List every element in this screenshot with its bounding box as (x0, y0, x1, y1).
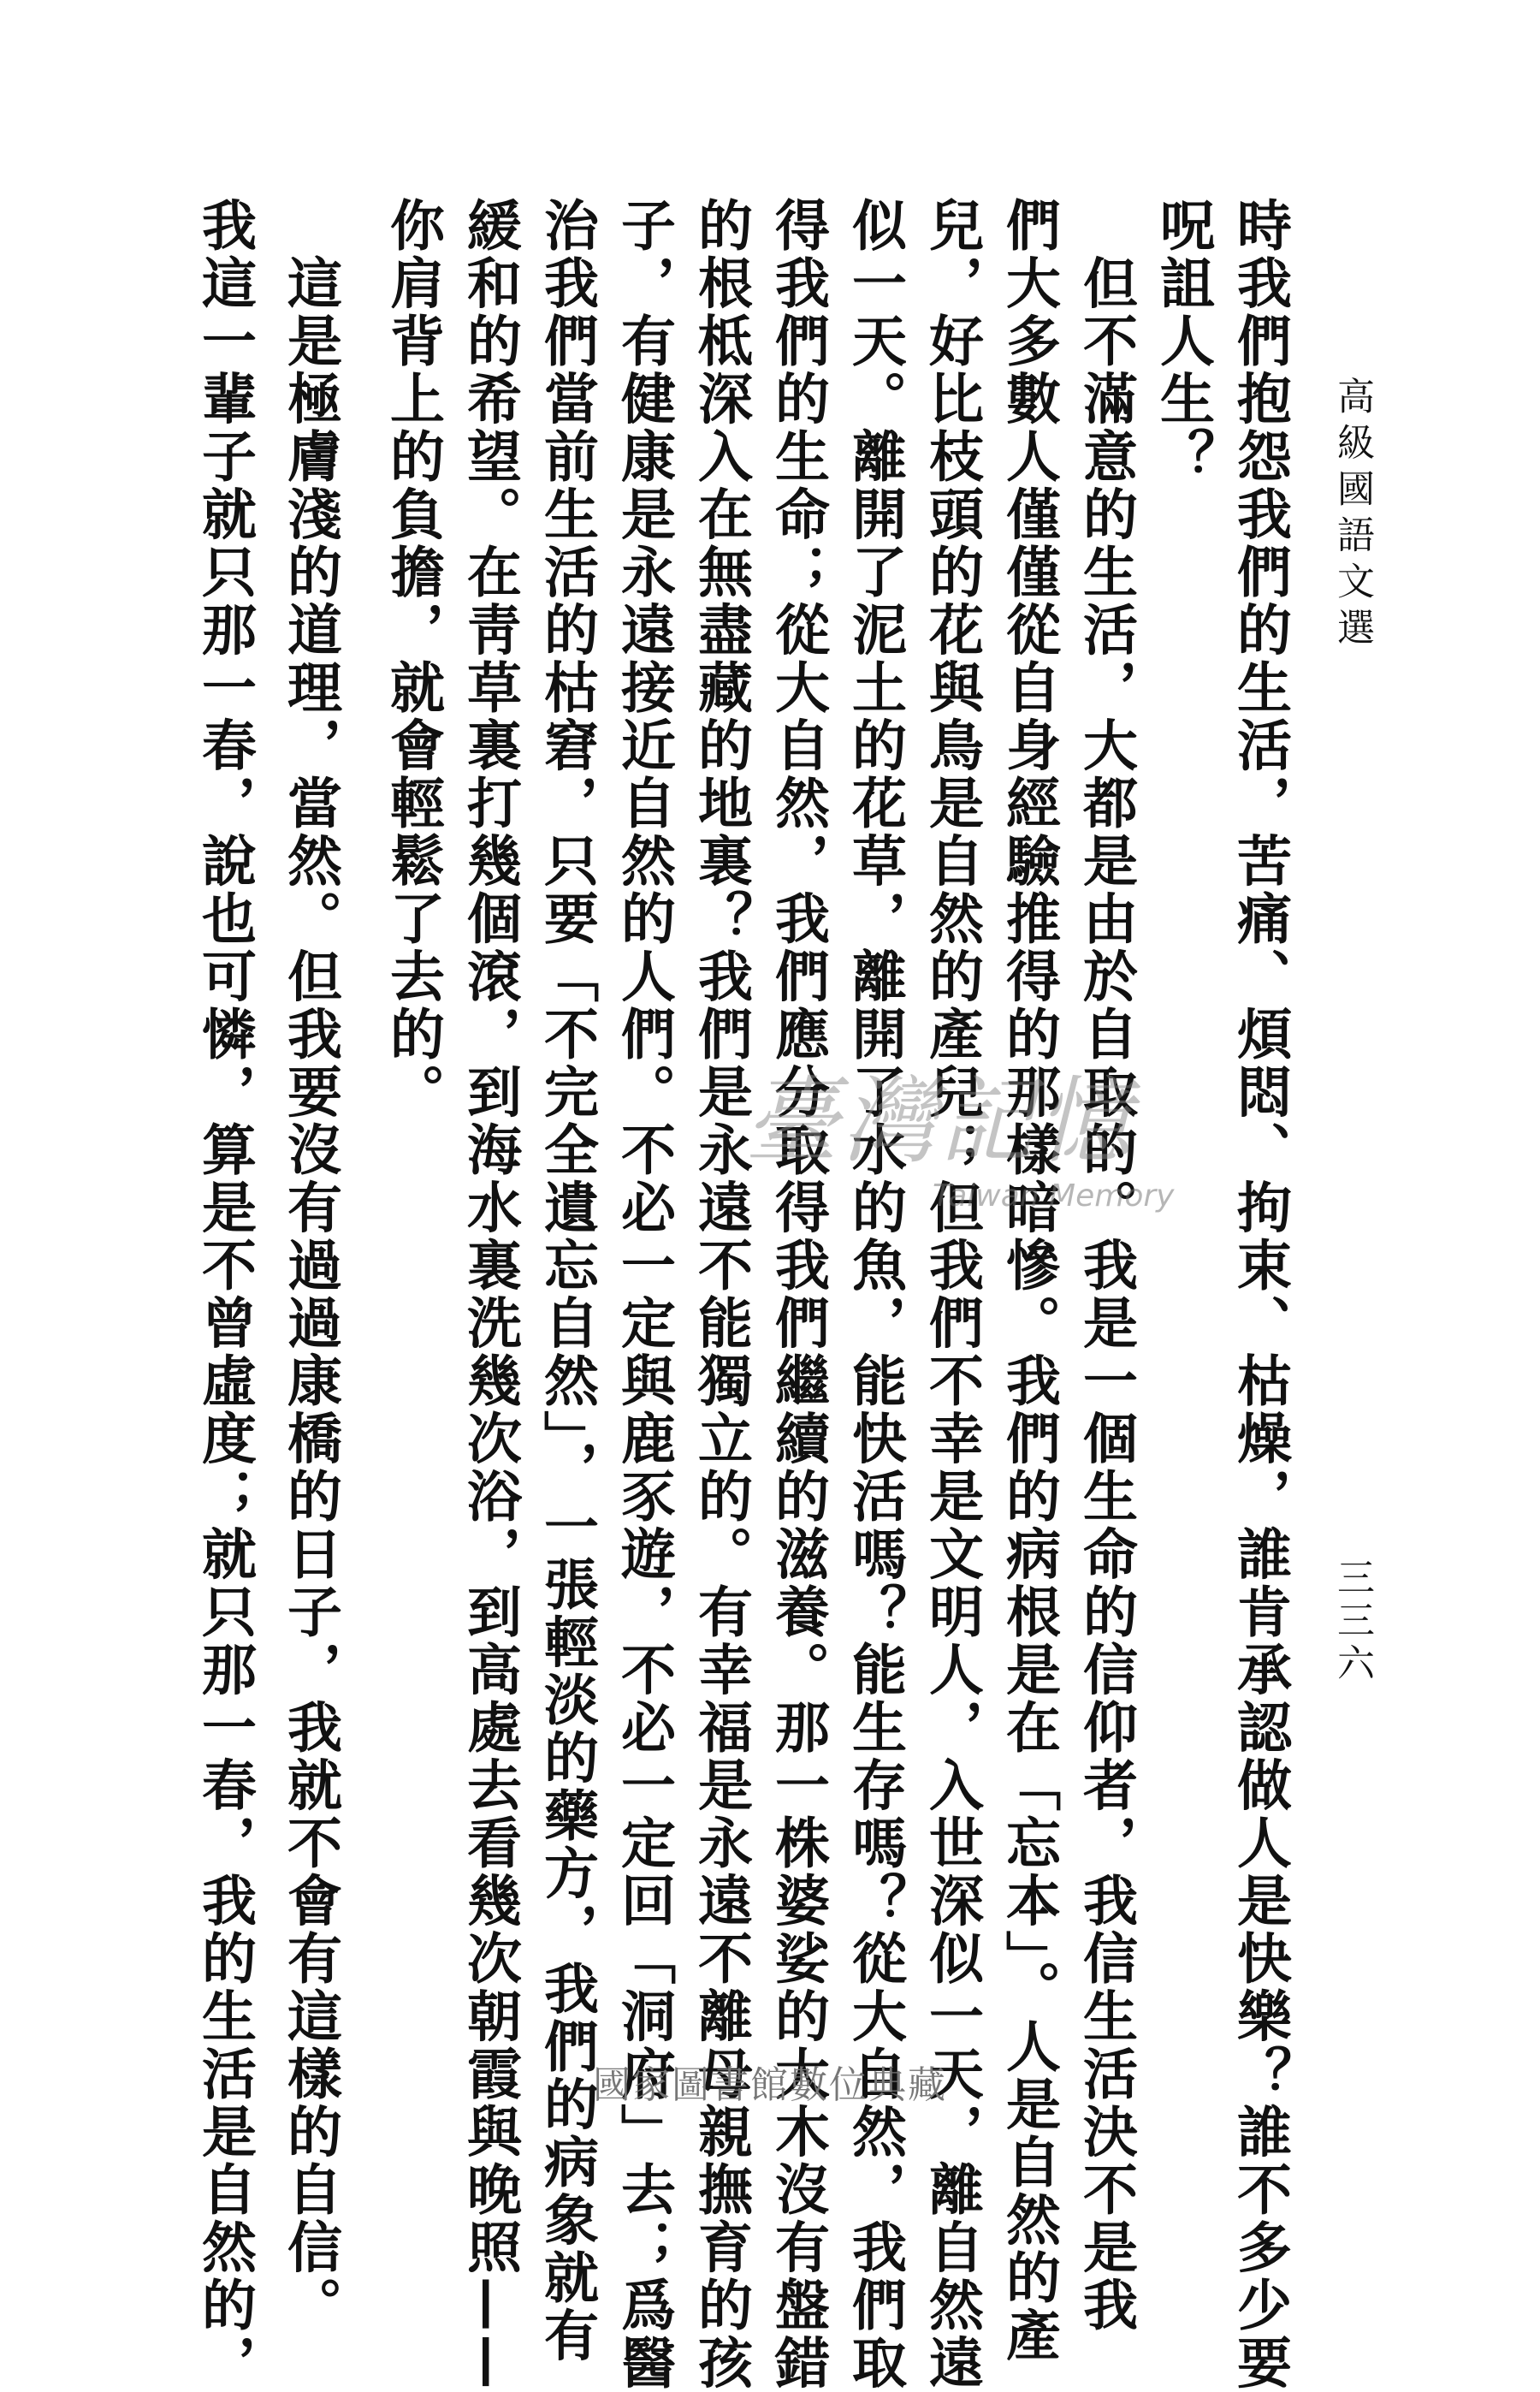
text-column: 兒，好比枝頭的花與鳥是自然的產兒；但我們不幸是文明人，入世深似一天，離自然遠 (920, 197, 984, 2392)
page-number: 三三六 (1330, 1558, 1374, 1686)
text-column: 你肩背上的負擔，就會輕鬆了去的。 (381, 197, 445, 1121)
text-column: 時我們抱怨我們的生活，苦痛、煩悶、拘束、枯燥，誰肯承認做人是快樂？誰不多少要 (1228, 197, 1292, 2392)
text-column: 治我們當前生活的枯窘，只要「不完全遺忘自然」，一張輕淡的藥方，我們的病象就有 (535, 197, 599, 2365)
watermark-chinese: 臺灣記憶 (744, 1066, 1134, 1176)
text-column: 的根柢深入在無盡藏的地裏？我們是永遠不能獨立的。有幸福是永遠不離母親撫育的孩 (689, 197, 753, 2392)
watermark-english: Taiwan Memory (933, 1178, 1175, 1214)
text-column: 子，有健康是永遠接近自然的人們。不必一定與鹿豕遊，不必一定回「洞府」去；爲醫 (612, 197, 676, 2392)
footer-credit: 國家圖書館數位典藏 (593, 2063, 947, 2107)
text-column: 這是極膚淺的道理，當然。但我要沒有過過康橋的日子，我就不會有這樣的自信。 (278, 197, 342, 2335)
running-title: 高級國語文選 (1330, 377, 1374, 654)
text-column: 我這一輩子就只那一春，說也可憐，算是不曾虛度；就只那一春，我的生活是自然的， (192, 197, 257, 2392)
text-column: 似一天。離開了泥土的花草，離開了水的魚，能快活嗎？能生存嗎？從大自然，我們取 (843, 197, 907, 2392)
text-column: 們大多數人僅僅從自身經驗推得的那樣暗慘。我們的病根是在「忘本」。人是自然的產 (997, 197, 1061, 2365)
text-column: 但不滿意的生活，大都是由於自取的。我是一個生命的信仰者，我信生活決不是我 (1074, 197, 1138, 2335)
text-column: 得我們的生命；從大自然，我們應分取得我們繼續的滋養。那一株婆娑的大木沒有盤錯 (766, 197, 830, 2392)
text-column: 呪詛人生？ (1151, 197, 1215, 486)
text-column: 緩和的希望。在靑草裏打幾個滾，到海水裏洗幾次浴，到高處去看幾次朝霞與晚照—— (458, 197, 522, 2392)
watermark-logo (744, 1066, 1223, 1220)
